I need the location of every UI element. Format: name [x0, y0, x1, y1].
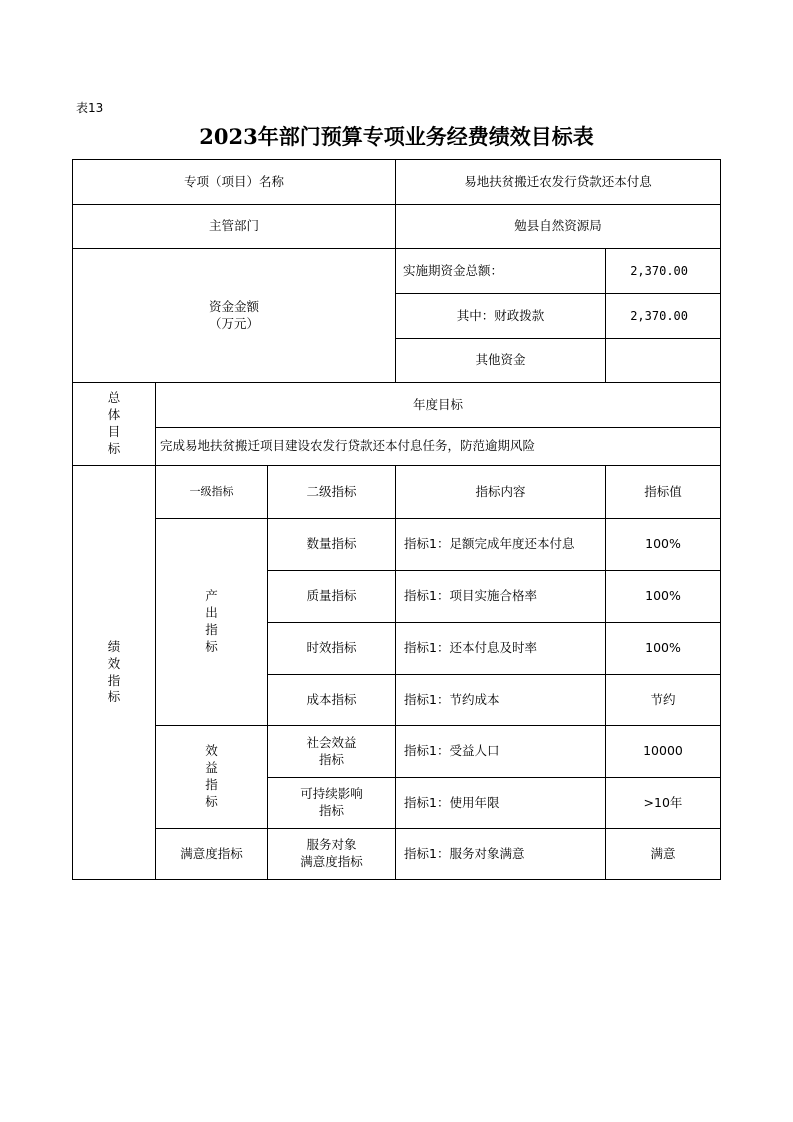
row-satisfaction-value: 满意 — [605, 828, 721, 880]
row-cost-content: 指标1：节约成本 — [395, 674, 606, 726]
perf-label-char: 指 — [107, 672, 121, 688]
benefit-label-char: 益 — [205, 760, 218, 776]
project-name-value: 易地扶贫搬迁农发行贷款还本付息 — [395, 159, 721, 205]
annual-goal-text: 完成易地扶贫搬迁项目建设农发行贷款还本付息任务，防范逾期风险 — [155, 427, 721, 466]
dept-value: 勉县自然资源局 — [395, 204, 721, 249]
row-quantity-value: 100% — [605, 518, 721, 571]
perf-label-char: 绩 — [107, 638, 121, 654]
dept-label: 主管部门 — [72, 204, 396, 249]
row-satisfaction-content: 指标1：服务对象满意 — [395, 828, 606, 880]
funds-other-value — [605, 338, 721, 383]
funds-label — [72, 248, 396, 383]
row-timeliness-value: 100% — [605, 622, 721, 675]
row-social-level2-line1: 社会效益 — [306, 734, 357, 750]
output-indicator-group — [155, 518, 268, 726]
benefit-label-char: 指 — [205, 777, 218, 792]
header-level1: 一级指标 — [155, 465, 268, 519]
row-social-level2-line2: 指标 — [318, 751, 344, 767]
row-satisfaction-level2-line1: 服务对象 — [306, 837, 357, 853]
row-quantity-content: 指标1：足额完成年度还本付息 — [395, 518, 606, 571]
row-sustainable-level2 — [267, 777, 396, 829]
row-sustainable-value: >10年 — [605, 777, 721, 829]
row-quality-content: 指标1：项目实施合格率 — [395, 570, 606, 623]
perf-label — [72, 465, 156, 880]
funds-fiscal-label: 其中：财政拨款 — [395, 293, 606, 339]
goal-label-char: 总 — [107, 390, 121, 406]
row-social-value: 10000 — [605, 725, 721, 778]
goal-label-char: 体 — [107, 407, 121, 423]
goal-label-char: 目 — [107, 424, 121, 439]
goal-label-char: 标 — [107, 440, 121, 456]
row-social-level2 — [267, 725, 396, 778]
header-level2: 二级指标 — [267, 465, 396, 519]
output-label-char: 指 — [205, 622, 218, 637]
row-timeliness-content: 指标1：还本付息及时率 — [395, 622, 606, 675]
row-satisfaction-level2 — [267, 828, 396, 880]
row-sustainable-content: 指标1：使用年限 — [395, 777, 606, 829]
output-label-char: 出 — [205, 605, 218, 621]
benefit-label-char: 标 — [205, 793, 218, 809]
row-timeliness-level2: 时效指标 — [267, 622, 396, 675]
row-cost-value: 节约 — [605, 674, 721, 726]
benefit-label-char: 效 — [205, 743, 218, 759]
row-quality-value: 100% — [605, 570, 721, 623]
header-value: 指标值 — [605, 465, 721, 519]
goal-label — [72, 382, 156, 466]
row-sustainable-level2-line2: 指标 — [318, 803, 344, 818]
output-label-char: 产 — [205, 588, 218, 604]
funds-fiscal-value: 2,370.00 — [605, 293, 721, 339]
row-quantity-level2: 数量指标 — [267, 518, 396, 571]
row-satisfaction-level2-line2: 满意度指标 — [300, 854, 363, 869]
funds-total-value: 2,370.00 — [605, 248, 721, 294]
row-quality-level2: 质量指标 — [267, 570, 396, 623]
funds-total-label: 实施期资金总额： — [395, 248, 606, 294]
benefit-indicator-group — [155, 725, 268, 829]
row-social-content: 指标1：受益人口 — [395, 725, 606, 778]
funds-label-line2: （万元） — [208, 315, 259, 331]
row-cost-level2: 成本指标 — [267, 674, 396, 726]
table-number: 表13 — [76, 101, 104, 115]
perf-label-char: 效 — [107, 655, 121, 671]
satisfaction-indicator-group: 满意度指标 — [155, 828, 268, 880]
row-sustainable-level2-line1: 可持续影响 — [300, 786, 363, 802]
page-title: 2023年部门预算专项业务经费绩效目标表 — [199, 124, 594, 149]
annual-goal-label: 年度目标 — [155, 382, 721, 428]
funds-other-label: 其他资金 — [395, 338, 606, 383]
project-name-label: 专项（项目）名称 — [72, 159, 396, 205]
output-label-char: 标 — [205, 638, 218, 654]
perf-label-char: 标 — [107, 689, 121, 705]
funds-label-line1: 资金金额 — [208, 298, 259, 314]
header-content: 指标内容 — [395, 465, 606, 519]
